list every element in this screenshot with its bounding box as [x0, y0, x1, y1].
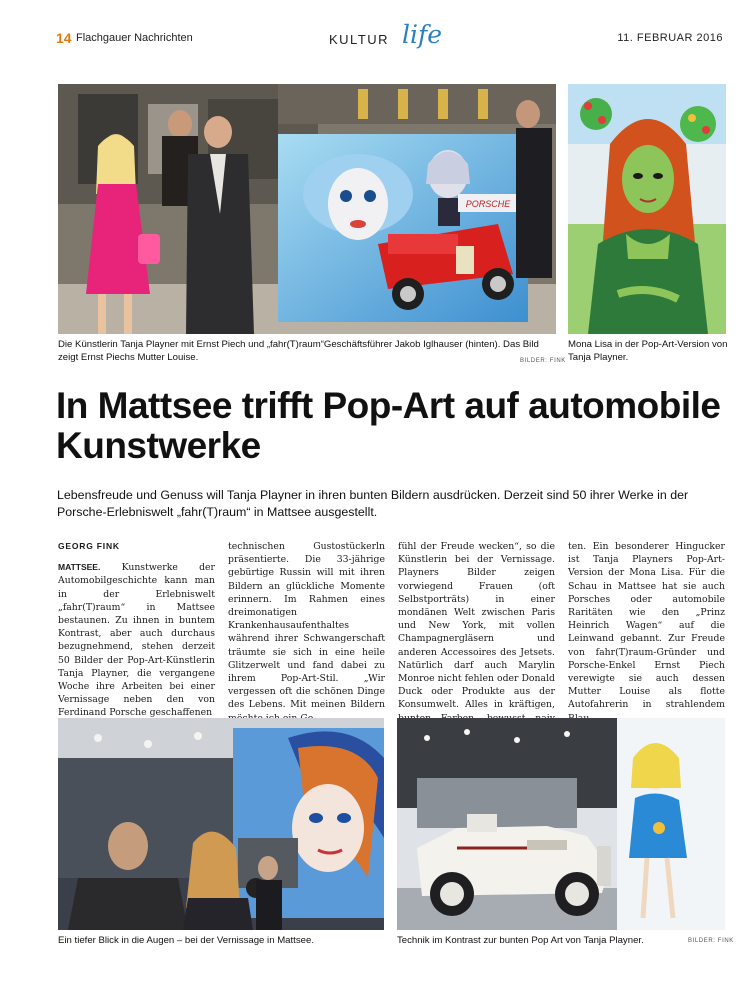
article-text-1: Kunstwerke der Automobilgeschichte kann man in der Erlebniswelt „fahr(T)raum“ in Mattsee bestaunen. Zu ihnen in buntem Kontrast, aber auch durchaus bezugnehmend, stehen derzeit 50 Bilder der Pop-Art-Künstlerin Tanja Playner, die vergangene Woche ihre Arbeiten bei einer Vernissage neben den von Ferdinand Porsche geschaffenen — [58, 562, 215, 719]
article-text-3: fühl der Freude wecken“, so die Künstlerin bei der Vernissage. Playners Bilder zeigen vorwiegend Frauen (oft Selbstporträts) in einer mondänen Welt zwischen Paris und New York, mit vollen Champagnergläsern und anderen Accessoires des Jetsets. Natürlich darf auch Marylin Monroe nicht fehlen oder Donald Duck oder Produkte aus der Konsumwelt. Alles in kräftigen, — [398, 541, 555, 711]
publication-name: Flachgauer Nachrichten — [76, 32, 193, 44]
photo-credit-top: BILDER: FINK — [520, 358, 566, 364]
photo-mona-lisa — [568, 84, 726, 334]
article-text-4: ten. Ein besonderer Hingucker ist Tanja Playners Pop-Art-Version der Mona Lisa. Für die Schau in Mattsee hat sie auch Porsches oder automobile Raritäten wie den „Prinz Heinrich Wagen“ auf die Leinwand gebannt. Zur Freude von fahr(T)raum-Gründer und Porsche-Enkel Ernst Piech verewigte sie auch dessen Mutter Louise als flotte Autofahrerin in strahlendem — [568, 541, 725, 711]
caption-bottom-left: Ein tiefer Blick in die Augen – bei der Vernissage in Mattsee. — [58, 935, 314, 946]
article-column-4 — [568, 540, 725, 725]
photo-vernissage-crowd — [58, 718, 384, 930]
article-headline: In Mattsee trifft Pop-Art auf automobile Kunstwerke — [56, 385, 721, 466]
painting-porsche-label: PORSCHE — [465, 199, 511, 209]
caption-top-side: Mona Lisa in der Pop-Art-Version von Tanja Playner. — [568, 339, 728, 363]
article-dateline: MATTSEE. — [58, 562, 101, 573]
section-accent: life — [402, 20, 443, 49]
issue-date: 11. FEBRUAR 2016 — [617, 32, 723, 44]
caption-top-main: Die Künstlerin Tanja Playner mit Ernst Piech und „fahr(T)raum“Geschäftsführer Jakob Iglhauser (hinten). Das Bild zeigt Ernst Piechs Mutter Louise. — [58, 339, 539, 363]
article-text-2: technischen Gustostückerln präsentierte. Die 33-jährige gebürtige Russin will mit ihren Bildern an glückliche Momente erinnern. Im Rahmen eines dreimonatigen Krankenhausaufenthaltes während ihrer Schwangerschaft träumte sie sich in eine heile Glitzerwelt und fand dabei zu ihrem Pop-Art-Stil. „Wir vergessen oft die schönen Dinge des Lebens. Mit meinen Bildern — [228, 541, 385, 711]
article-column-1 — [58, 540, 215, 720]
section-title: KULTUR — [329, 32, 390, 47]
photo-vernissage-group — [58, 84, 556, 334]
page-number: 14 — [56, 30, 72, 46]
article-column-2 — [228, 540, 385, 725]
caption-bottom-right: Technik im Kontrast zur bunten Pop Art von Tanja Playner. — [397, 935, 644, 946]
article-column-3 — [398, 540, 555, 738]
article-lead: Lebensfreude und Genuss will Tanja Playner in ihren bunten Bildern ausdrücken. Derzeit sind 50 ihrer Werke in der Porsche-Erlebniswelt „fahr(T)raum“ in Mattsee ausgestellt. — [57, 488, 689, 519]
photo-credit-bottom: BILDER: FINK — [688, 938, 734, 944]
photo-vintage-car — [397, 718, 725, 930]
article-author: GEORG FINK — [58, 541, 120, 551]
page-header — [56, 20, 723, 52]
